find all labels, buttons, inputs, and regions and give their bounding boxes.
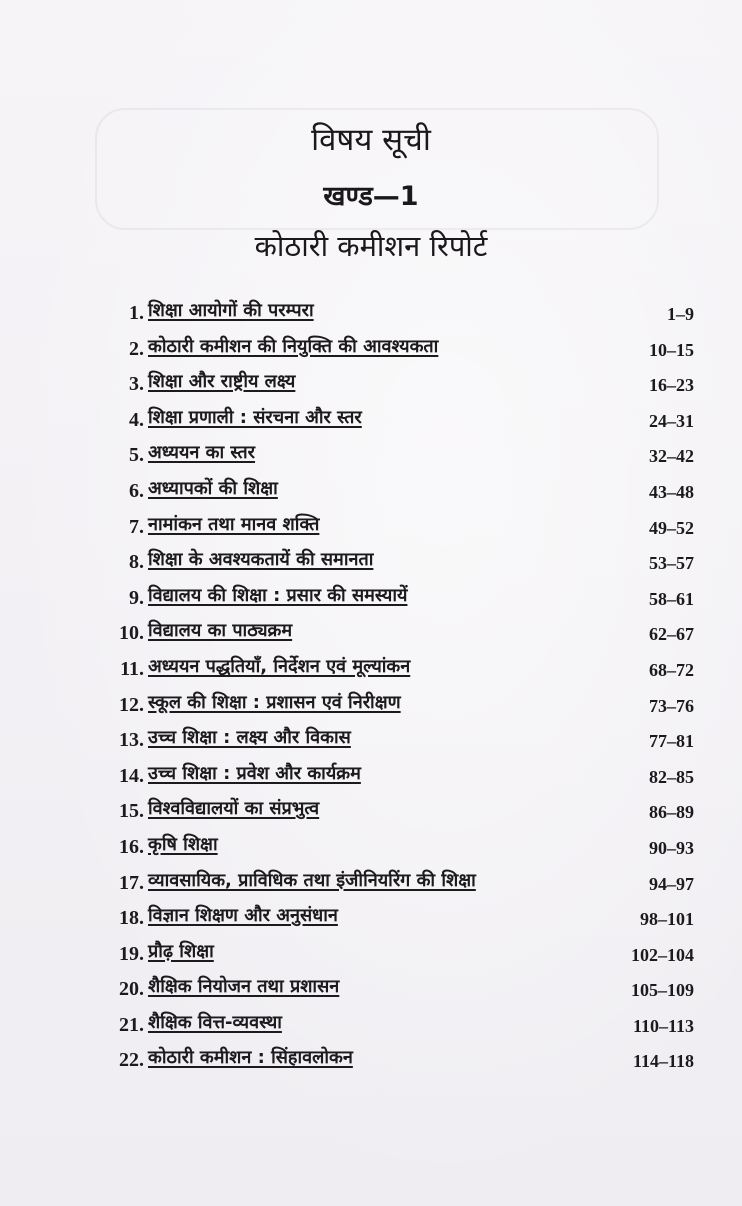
toc-row [96,438,700,474]
toc-title: अध्ययन पद्धतियाँ, निर्देशन एवं मूल्यांकन [148,655,411,677]
page-title: विषय सूची [311,122,431,158]
toc-number: 12. [119,693,144,716]
toc-number: 17. [119,871,144,894]
toc-title: प्रौढ़ शिक्षा [148,940,214,962]
toc-title: शिक्षा आयोगों की परम्परा [148,300,314,321]
toc-title: शैक्षिक वित्त-व्यवस्था [148,1011,282,1033]
toc-title: स्कूल की शिक्षा : प्रशासन एवं निरीक्षण [148,691,401,713]
toc-page-range: 90–93 [649,837,694,858]
toc-title: शिक्षा के अवश्यकतायें की समानता [148,549,374,571]
toc-page-range: 114–118 [632,1051,694,1072]
toc-title: विद्यालय का पाठ्यक्रम [148,620,293,642]
toc-title: शिक्षा प्रणाली : संरचना और स्तर [148,406,362,428]
toc-number: 20. [119,978,144,1001]
toc-row [96,581,700,617]
toc-title: शिक्षा और राष्ट्रीय लक्ष्य [148,371,296,393]
toc-number: 16. [119,835,144,858]
toc-page-range: 86–89 [649,802,694,823]
toc-row [96,972,700,1008]
toc-number: 10. [119,622,144,645]
toc-number: 13. [119,729,144,752]
toc-row [96,688,700,724]
toc-page-range: 77–81 [649,731,694,752]
toc-title: अध्ययन का स्तर [148,442,256,464]
toc-row [96,332,700,368]
toc-title: विश्वविद्यालयों का संप्रभुत्व [148,798,320,820]
toc-number: 7. [129,515,144,538]
toc-row [96,616,700,652]
toc-page-range: 82–85 [649,766,694,787]
toc-row [96,830,700,866]
toc-number: 19. [119,942,144,965]
toc-number: 18. [119,907,144,930]
toc-page-range: 105–109 [631,980,694,1001]
toc-number: 21. [119,1013,144,1036]
toc-row [96,510,700,546]
toc-page-range: 73–76 [649,695,694,716]
toc-title: उच्च शिक्षा : प्रवेश और कार्यक्रम [148,762,361,784]
toc-title: कृषि शिक्षा [148,833,218,855]
toc-number: 3. [129,373,144,396]
toc-number: 9. [129,586,144,609]
toc-row [96,866,700,902]
toc-page-range: 32–42 [649,446,694,467]
toc-page-range: 24–31 [649,410,694,431]
toc-row [96,794,700,830]
toc-number: 6. [129,479,144,502]
toc-row [96,474,700,510]
toc-row [96,296,700,332]
toc-number: 2. [129,337,144,360]
toc-number: 22. [119,1049,144,1072]
toc-title: विज्ञान शिक्षण और अनुसंधान [148,905,338,927]
toc-title: विद्यालय की शिक्षा : प्रसार की समस्यायें [148,584,408,606]
toc-number: 14. [119,764,144,787]
toc-page-range: 68–72 [649,659,694,680]
toc-page-range: 110–113 [632,1015,694,1036]
toc-number: 4. [129,408,144,431]
toc-row [96,367,700,403]
toc-row [96,901,700,937]
toc-row [96,1008,700,1044]
toc-title: शैक्षिक नियोजन तथा प्रशासन [148,976,340,998]
toc-row [96,723,700,759]
toc-title: उच्च शिक्षा : लक्ष्य और विकास [148,727,351,749]
toc-page-range: 62–67 [649,624,694,645]
section-heading: खण्ड—1 [323,181,419,212]
toc-title: अध्यापकों की शिक्षा [148,477,278,499]
toc-page-range: 43–48 [649,481,694,502]
table-of-contents [96,296,700,1079]
toc-row [96,403,700,439]
toc-number: 15. [119,800,144,823]
toc-title: नामांकन तथा मानव शक्ति [148,513,320,535]
toc-page-range: 102–104 [631,944,694,965]
toc-row [96,545,700,581]
toc-number: 1. [129,302,144,324]
toc-row [96,759,700,795]
toc-page-range: 98–101 [640,909,694,930]
toc-page-range: 10–15 [649,339,694,360]
toc-page-range: 58–61 [649,588,694,609]
toc-row [96,652,700,688]
toc-page-range: 49–52 [649,517,694,538]
toc-row [96,937,700,973]
toc-title: व्यावसायिक, प्राविधिक तथा इंजीनियरिंग की शिक्षा [148,869,476,891]
toc-page-range: 94–97 [649,873,694,894]
toc-row [96,1043,700,1079]
toc-number: 11. [120,657,144,680]
toc-title: कोठारी कमीशन की नियुक्ति की आवश्यकता [148,335,439,357]
toc-number: 8. [129,551,144,574]
toc-title: कोठारी कमीशन : सिंहावलोकन [148,1047,353,1069]
toc-page-range: 16–23 [649,375,694,396]
toc-page-range: 53–57 [649,553,694,574]
toc-number: 5. [129,444,144,467]
toc-page-range: 1–9 [667,304,694,324]
report-title: कोठारी कमीशन रिपोर्ट [254,229,488,263]
